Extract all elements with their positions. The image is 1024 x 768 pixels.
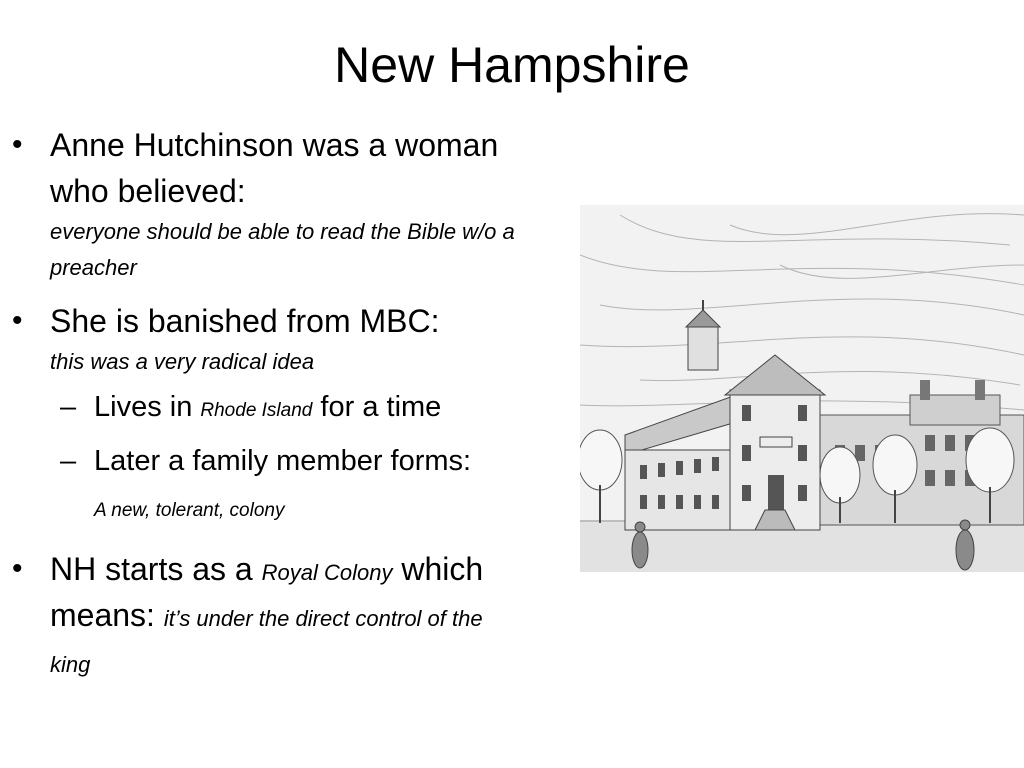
statehouse-sketch bbox=[580, 205, 1024, 572]
sub-bullet-text: Later a family member forms: bbox=[94, 445, 472, 477]
sub-bullet-text: Lives in bbox=[94, 391, 193, 423]
bullet-italic-text: Royal Colony bbox=[261, 560, 393, 585]
bullet-item-1 bbox=[10, 122, 550, 286]
sub-bullet-italic-text: A new, tolerant, colony bbox=[94, 500, 285, 521]
bullet-marker: • bbox=[12, 552, 23, 585]
bullet-text: Anne Hutchinson was a woman who believed: bbox=[50, 127, 499, 209]
sub-bullet-italic-text: Rhode Island bbox=[200, 400, 313, 421]
bullet-italic-text: this was a very radical idea bbox=[50, 349, 315, 374]
sub-bullet-item-1 bbox=[10, 384, 550, 434]
bullet-marker: • bbox=[12, 128, 23, 161]
bullet-item-3 bbox=[10, 546, 550, 684]
bullet-italic-text: everyone should be able to read the Bible w/o a preacher bbox=[50, 219, 515, 280]
bullet-text-2: which means: bbox=[50, 551, 484, 633]
bullet-marker: • bbox=[12, 304, 23, 337]
slide-title: New Hampshire bbox=[334, 37, 690, 93]
bullet-text: She is banished from MBC: bbox=[50, 303, 440, 339]
dash-marker: – bbox=[60, 391, 77, 423]
dash-marker: – bbox=[60, 445, 77, 477]
bullet-text: NH starts as a bbox=[50, 551, 253, 587]
sub-bullet-text-after: for a time bbox=[320, 391, 442, 423]
bullet-item-2 bbox=[10, 298, 550, 380]
statehouse-illustration bbox=[580, 205, 1024, 572]
bullet-italic-text-2: it’s under the direct control of the king bbox=[50, 606, 483, 677]
bullet-list bbox=[10, 122, 550, 684]
sub-bullet-item-2 bbox=[10, 438, 474, 534]
